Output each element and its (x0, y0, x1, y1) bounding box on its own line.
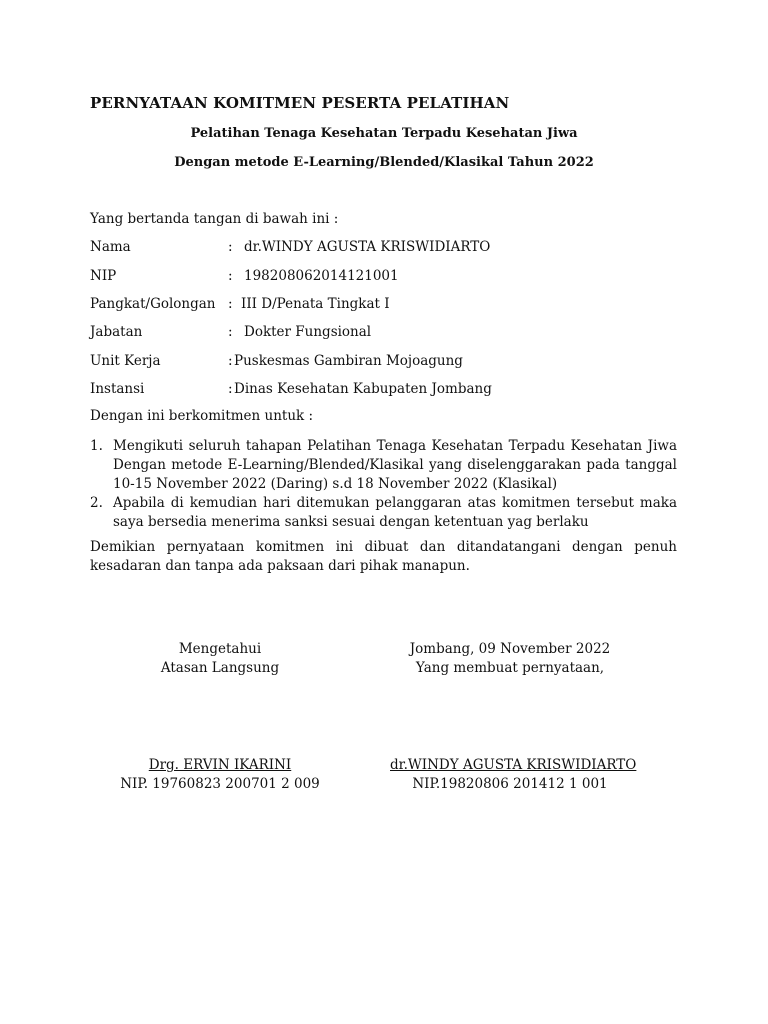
signature-right-header (390, 640, 630, 678)
field-colon: : (228, 324, 233, 340)
signatory-name-left: Drg. ERVIN IKARINI (148, 757, 292, 773)
signatory-nip-left: NIP. 19760823 200701 2 009 (120, 776, 320, 792)
field-value: Dinas Kesehatan Kabupaten Jombang (234, 381, 492, 397)
field-value: Dokter Fungsional (244, 324, 372, 340)
field-unit-kerja (90, 353, 690, 373)
list-number: 2. (90, 495, 103, 511)
field-value: 198208062014121001 (244, 268, 399, 284)
place-date: Jombang, 09 November 2022 (409, 641, 611, 657)
training-method: Dengan metode E-Learning/Blended/Klasikal Tahun 2022 (174, 155, 594, 170)
signature-right-block (390, 756, 637, 794)
field-label: Jabatan (90, 324, 143, 340)
list-item (90, 494, 677, 532)
commitment-intro: Dengan ini berkomitmen untuk : (90, 408, 314, 424)
field-value: Puskesmas Gambiran Mojoagung (234, 353, 463, 369)
field-value: III D/Penata Tingkat I (241, 296, 390, 312)
signature-left-header (110, 640, 330, 678)
field-label: Pangkat/Golongan (90, 296, 216, 312)
signatory-nip-right: NIP.19820806 201412 1 001 (412, 776, 608, 792)
field-instansi (90, 381, 690, 401)
field-label: Instansi (90, 381, 145, 397)
list-number: 1. (90, 438, 103, 454)
list-item (90, 437, 677, 494)
field-colon: : (228, 268, 233, 284)
field-colon: : (228, 239, 233, 255)
field-colon: : (228, 381, 233, 397)
signature-left-block (110, 756, 330, 794)
field-nip (90, 268, 690, 288)
field-value: dr.WINDY AGUSTA KRISWIDIARTO (244, 239, 491, 255)
commitment-list (90, 437, 677, 532)
document-title: PERNYATAAN KOMITMEN PESERTA PELATIHAN (90, 94, 510, 112)
list-text: Apabila di kemudian hari ditemukan pelanggaran atas komitmen tersebut maka saya bersedia menerima sanksi sesuai dengan ketentuan yag berlaku (113, 495, 677, 530)
signatory-name-right: dr.WINDY AGUSTA KRISWIDIARTO (390, 757, 637, 773)
field-nama (90, 239, 690, 259)
intro-text: Yang bertanda tangan di bawah ini : (90, 211, 339, 227)
signature-left-line1: Mengetahui (178, 641, 262, 657)
signature-right-line2: Yang membuat pernyataan, (415, 660, 605, 676)
field-colon: : (228, 353, 233, 369)
field-label: Unit Kerja (90, 353, 161, 369)
field-label: NIP (90, 268, 117, 284)
training-name: Pelatihan Tenaga Kesehatan Terpadu Kesehatan Jiwa (190, 126, 578, 141)
field-label: Nama (90, 239, 131, 255)
closing-paragraph: Demikian pernyataan komitmen ini dibuat dan ditandatangani dengan penuh kesadaran dan tanpa ada paksaan dari pihak manapun. (90, 539, 677, 574)
signature-left-line2: Atasan Langsung (160, 660, 280, 676)
field-colon: : (228, 296, 233, 312)
field-pangkat-golongan (90, 296, 690, 316)
list-text: Mengikuti seluruh tahapan Pelatihan Tenaga Kesehatan Terpadu Kesehatan Jiwa Dengan metode E-Learning/Blended/Klasikal yang diselenggarakan pada tanggal 10-15 November 2022 (Daring) s.d 18 November 2022 (Klasikal) (113, 438, 677, 492)
field-jabatan (90, 324, 690, 344)
